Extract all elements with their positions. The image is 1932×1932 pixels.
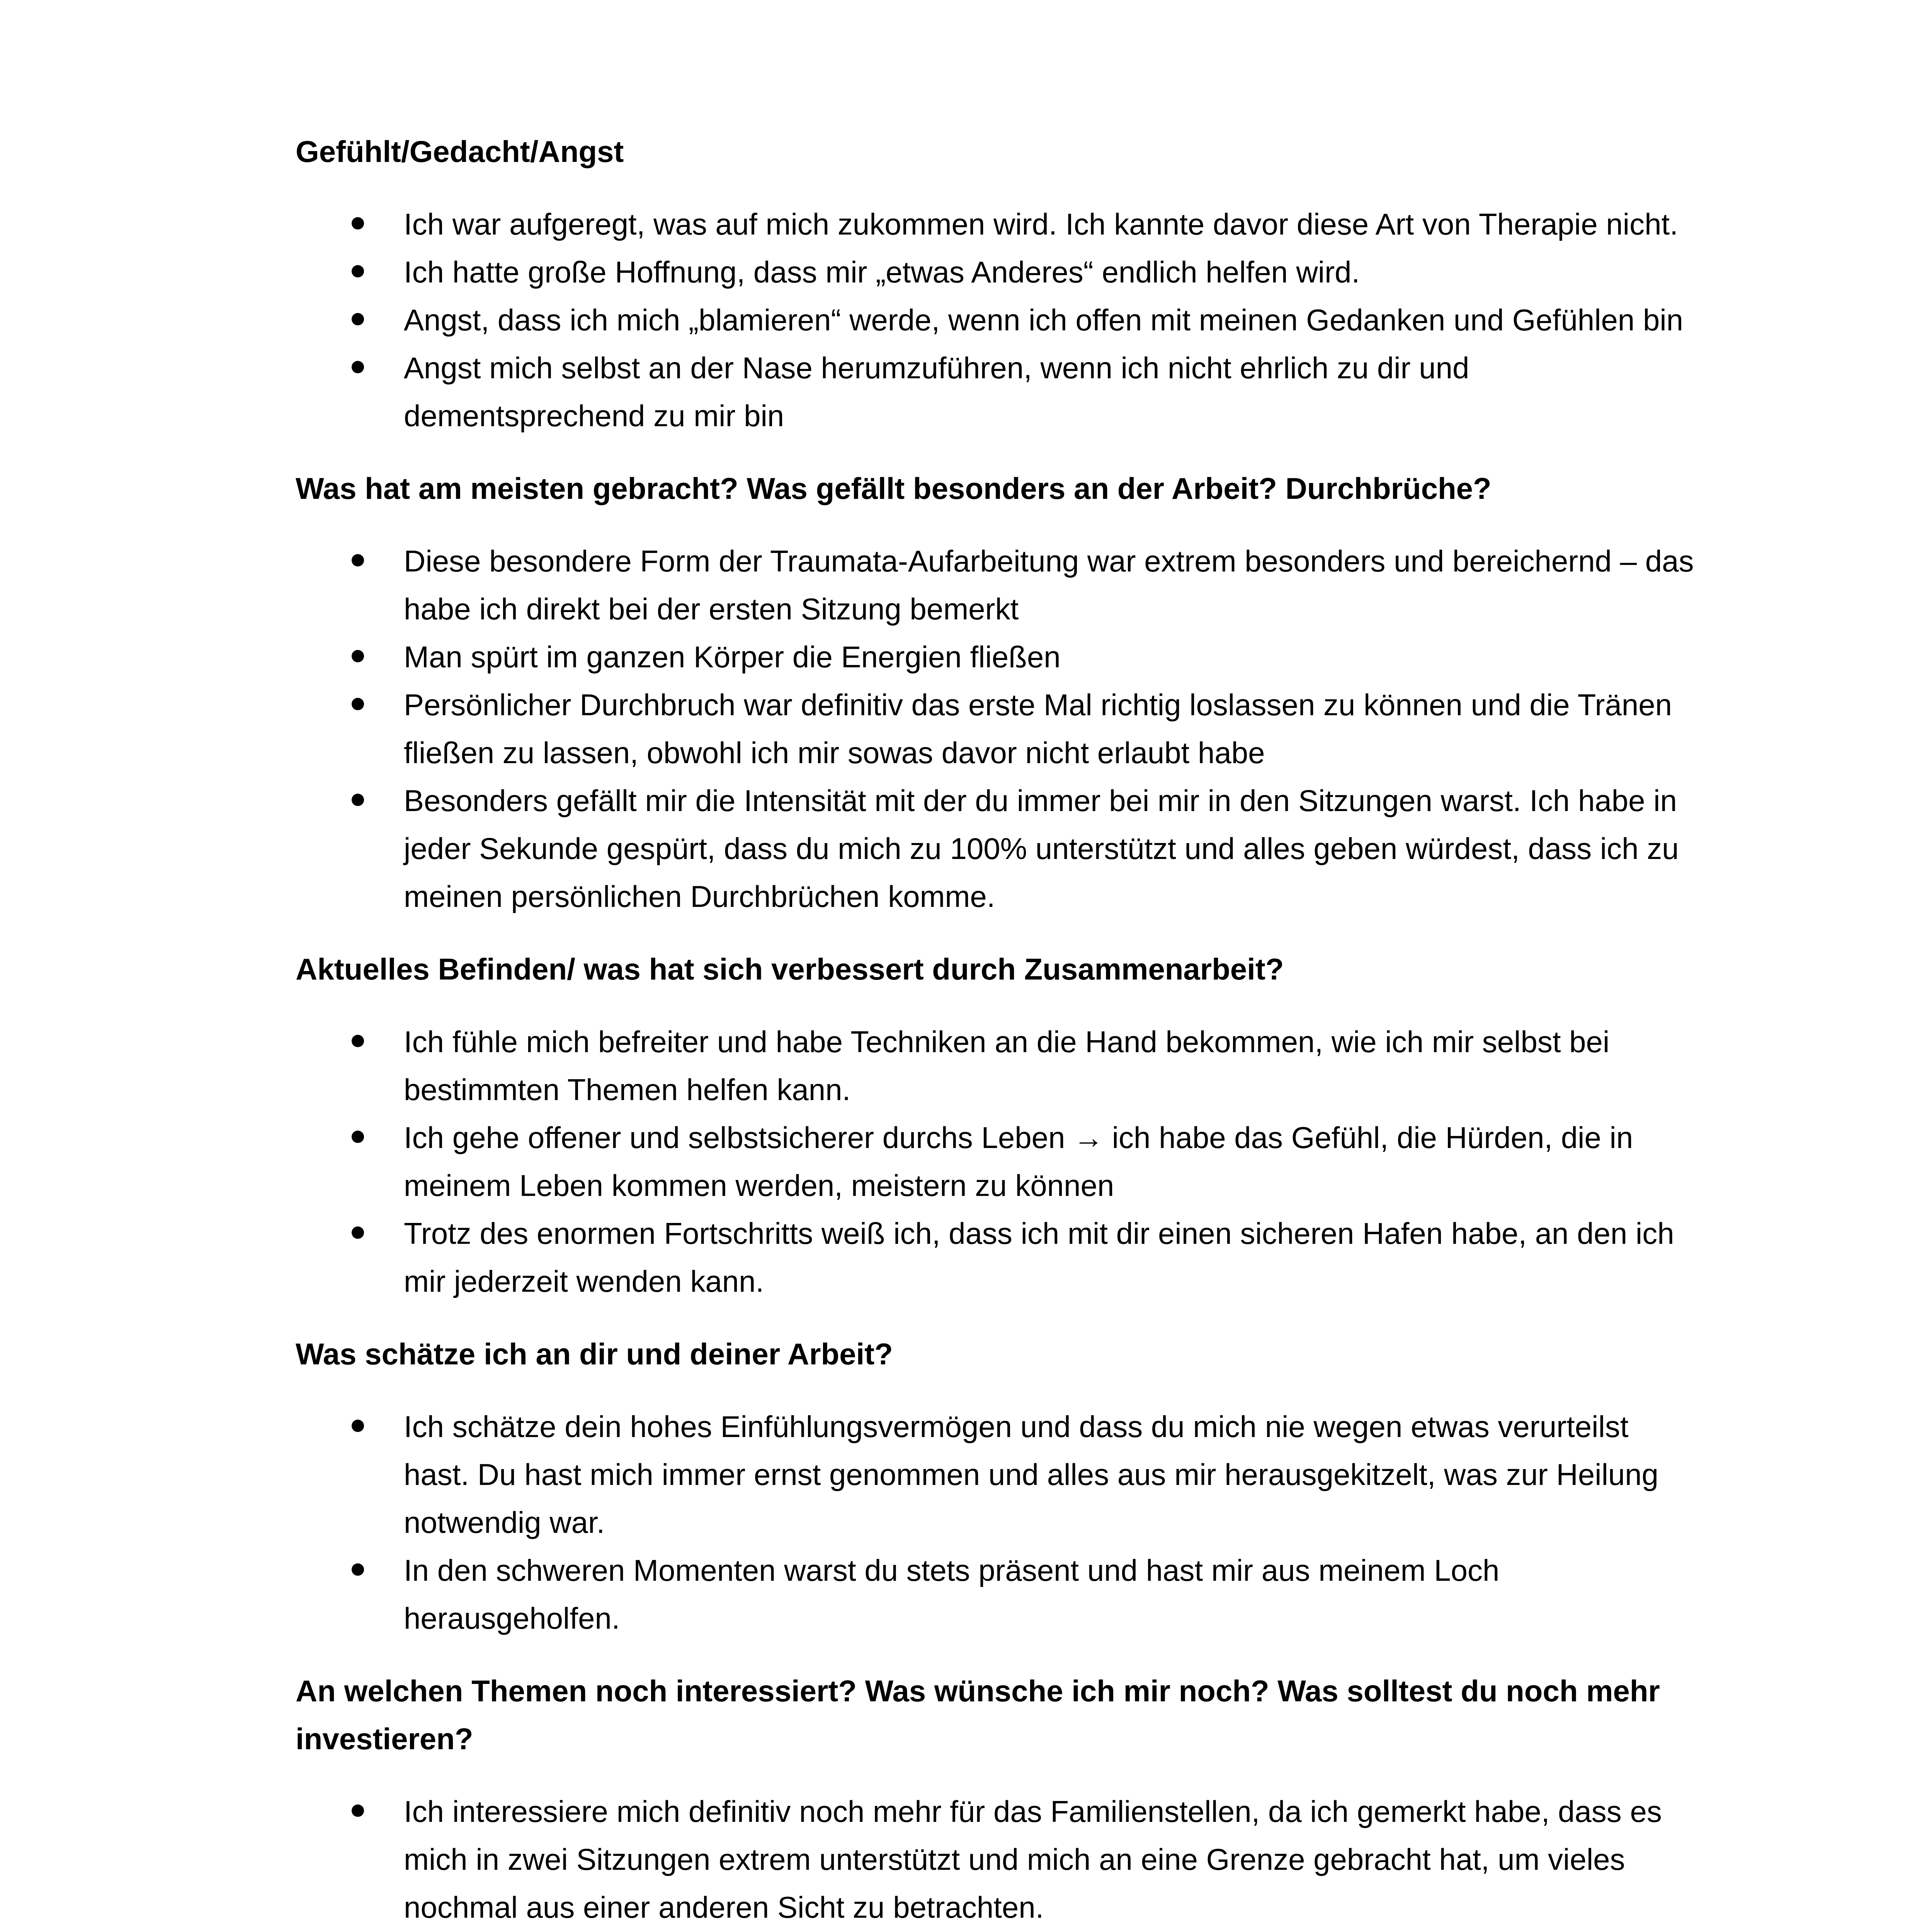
bullet-icon	[352, 313, 364, 325]
document-page	[296, 128, 1694, 1932]
bullet-list	[296, 537, 1694, 920]
bullet-icon	[352, 1804, 364, 1817]
section-heading: An welchen Themen noch interessiert? Was wünsche ich mir noch? Was solltest du noch mehr investieren?	[296, 1674, 1660, 1756]
list-item-text: Ich schätze dein hohes Einfühlungsvermögen und dass du mich nie wegen etwas verurteilst hast. Du hast mich immer ernst genommen und alles aus mir herausgekitzelt, was zur Heilung notwendig war.	[404, 1410, 1659, 1539]
section-feelings	[296, 128, 1694, 440]
list-item	[296, 248, 1694, 296]
bullet-icon	[352, 650, 364, 662]
list-item	[296, 1403, 1694, 1546]
list-item	[296, 681, 1694, 777]
list-item	[296, 1209, 1694, 1305]
section-breakthroughs	[296, 464, 1694, 920]
bullet-list	[296, 200, 1694, 440]
list-item-text: Man spürt im ganzen Körper die Energien fließen	[404, 640, 1061, 674]
list-item	[296, 1546, 1694, 1642]
list-item	[296, 200, 1694, 248]
list-item-text: Ich interessiere mich definitiv noch mehr für das Familienstellen, da ich gemerkt habe, dass es mich in zwei Sitzungen extrem unterstützt und mich an eine Grenze gebracht hat, um vieles nochmal aus einer anderen Sicht zu betrachten.	[404, 1794, 1662, 1924]
section-heading: Was schätze ich an dir und deiner Arbeit?	[296, 1337, 893, 1371]
list-item-text: Ich fühle mich befreiter und habe Techniken an die Hand bekommen, wie ich mir selbst bei bestimmten Themen helfen kann.	[404, 1025, 1610, 1107]
bullet-list	[296, 1787, 1694, 1931]
list-item-text: In den schweren Momenten warst du stets präsent und hast mir aus meinem Loch herausgeholfen.	[404, 1553, 1500, 1635]
list-item	[296, 633, 1694, 681]
list-item	[296, 537, 1694, 633]
list-item-text: Angst mich selbst an der Nase herumzuführen, wenn ich nicht ehrlich zu dir und dementsprechend zu mir bin	[404, 351, 1469, 433]
bullet-list	[296, 1403, 1694, 1642]
bullet-icon	[352, 1226, 364, 1239]
bullet-icon	[352, 1420, 364, 1432]
list-item	[296, 296, 1694, 344]
list-item-text: Angst, dass ich mich „blamieren“ werde, wenn ich offen mit meinen Gedanken und Gefühlen bin	[404, 303, 1684, 337]
section-interests	[296, 1667, 1694, 1931]
bullet-icon	[352, 554, 364, 566]
bullet-list	[296, 1018, 1694, 1305]
list-item	[296, 777, 1694, 920]
bullet-icon	[352, 1035, 364, 1047]
bullet-icon	[352, 794, 364, 806]
list-item	[296, 1114, 1694, 1209]
list-item-text: Ich war aufgeregt, was auf mich zukommen wird. Ich kannte davor diese Art von Therapie nicht.	[404, 207, 1678, 241]
section-current-state	[296, 945, 1694, 1305]
bullet-icon	[352, 265, 364, 277]
section-heading: Was hat am meisten gebracht? Was gefällt besonders an der Arbeit? Durchbrüche?	[296, 471, 1492, 505]
list-item	[296, 344, 1694, 440]
list-item	[296, 1018, 1694, 1114]
bullet-icon	[352, 217, 364, 230]
bullet-icon	[352, 1131, 364, 1143]
list-item	[296, 1787, 1694, 1931]
list-item-text: Besonders gefällt mir die Intensität mit der du immer bei mir in den Sitzungen warst. Ich habe in jeder Sekunde gespürt, dass du mich zu 100% unterstützt und alles geben würdest, dass ich zu meinen persönlichen Durchbrüchen komme.	[404, 784, 1679, 913]
bullet-icon	[352, 698, 364, 710]
bullet-icon	[352, 361, 364, 373]
section-appreciation	[296, 1330, 1694, 1642]
section-heading: Aktuelles Befinden/ was hat sich verbessert durch Zusammenarbeit?	[296, 952, 1284, 986]
bullet-icon	[352, 1563, 364, 1576]
list-item-text: Trotz des enormen Fortschritts weiß ich, dass ich mit dir einen sicheren Hafen habe, an den ich mir jederzeit wenden kann.	[404, 1216, 1674, 1298]
list-item-text: Ich hatte große Hoffnung, dass mir „etwas Anderes“ endlich helfen wird.	[404, 255, 1360, 289]
list-item-text: Ich gehe offener und selbstsicherer durchs Leben → ich habe das Gefühl, die Hürden, die in meinem Leben kommen werden, meistern zu können	[404, 1121, 1633, 1202]
section-heading: Gefühlt/Gedacht/Angst	[296, 134, 624, 168]
list-item-text: Persönlicher Durchbruch war definitiv das erste Mal richtig loslassen zu können und die Tränen fließen zu lassen, obwohl ich mir sowas davor nicht erlaubt habe	[404, 688, 1672, 770]
list-item-text: Diese besondere Form der Traumata-Aufarbeitung war extrem besonders und bereichernd – das habe ich direkt bei der ersten Sitzung bemerkt	[404, 544, 1694, 626]
